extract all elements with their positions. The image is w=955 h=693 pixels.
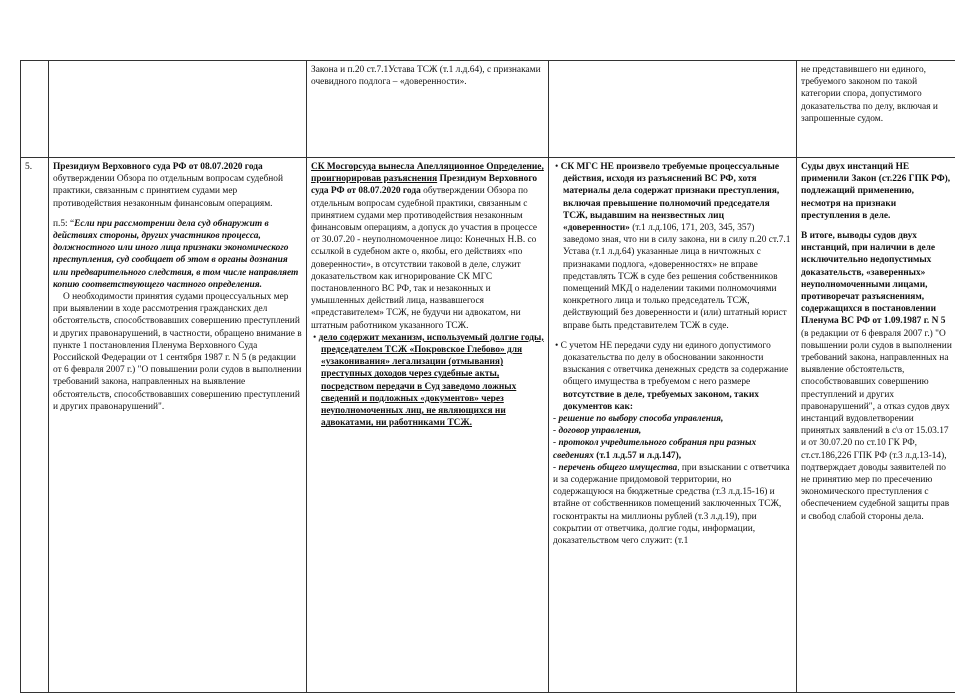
col4-list-item-2: - договор управления, <box>553 425 792 437</box>
row1-col2-cell <box>49 61 307 158</box>
row2-col5-cell <box>797 158 955 693</box>
row1-col3-cell <box>307 61 549 158</box>
col5-p2-rest: (в редакции от 6 февраля 2007 г.) "О повышении роли судов в выполнении требований закона, направленных на выявление обстоятельств, способствовавших совершению преступлений и других правонарушений", а отказ судов двух инстанций вудовлетворении принятых заявлений в с\з от 15.03.17 и от 30.07.20 по ст.10 ГК РФ, ст.ст.186,226 ГПК РФ (т.3 л.д.13-14), подтверждает доводы заявителей по не принятию мер по пресечению экономического преступления с обеспечением судебной защиты прав и свобод слабой стороны дела. <box>801 329 952 522</box>
col2-paragraph-3: О необходимости принятия судами процессуальных мер при выявлении в ходе рассмотрения гражданских дел обстоятельств, способствовавших совершению преступлений и других правонарушений, в частности, обращено внимание в пункте 1 постановления Пленума Верховного Суда Российской Федерации от 1 сентября 1987 г. N 5 (в редакции от 6 февраля 2007 г.) "О повышении роли судов в выполнении требований закона, направленных на выявление обстоятельств, способствовавших совершению преступлений и других правонарушений". <box>53 291 302 413</box>
col2-p1-bold: Президиум Верховного суда РФ от 08.07.2020 года <box>53 162 263 172</box>
row2-col4-cell <box>549 158 797 693</box>
table-row <box>21 158 955 693</box>
col2-p2-label: п.5: “ <box>53 219 74 229</box>
row1-number-cell <box>21 61 49 158</box>
document-table <box>20 60 955 693</box>
col5-paragraph-2 <box>801 230 953 523</box>
row1-col5-text: не представившего ни единого, требуемого законом по такой категории спора, допустимого доказательства по делу, включая и запрошенные судом. <box>801 64 953 125</box>
bullet-icon: • <box>313 333 316 343</box>
col2-paragraph-1 <box>53 161 302 210</box>
row-number-text: 5. <box>25 162 32 172</box>
col4-paragraph-2 <box>553 340 792 413</box>
col3-p1-rest: обутверждении Обзора по отдельным вопросам судебной практики, связанным с принятием судами мер противодействия незаконным финансовым операциям, а допуск до участия в процессе от 30.07.20 - неуполномоченное лицо: Конечных Н.В. со ссылкой в судебном акте о, якобы, его действиях «по доверенности», в отсутствии таковой в деле, служит доказательством как игнорирование СК МГС постановленного ВС РФ, так и незаконных и умышленных действий лица, назвавшегося «представителем» ТСЖ, не будучи ни адвокатом, ни штатным работником указанного ТСЖ. <box>311 186 537 330</box>
col3-p1-bold: Президиум Верховного суда РФ от 08.07.2020 года <box>311 174 537 196</box>
col4-d4-rest: , при взыскании с ответчика и за содержание придомовой территории, но содержащуюся на бюджетные средства (т.3 л.д.15-16) и втайне от собственников помещений заключенных ТСЖ, госконтракты на миллионы рублей (т.3 л.д.19), при сокрытии от ответчика, долгие годы, информации, доказательством чего служит: (т.1 <box>553 463 790 546</box>
col4-list-item-3 <box>553 437 792 461</box>
col4-d4: - перечень общего имущества <box>553 463 677 473</box>
col3-p2-text: дело содержит механизм, используемый долгие годы, председателем ТСЖ «Покровское Глебово» для «узаконивания» легализации (отмывания) преступных доходов через судебные акты, посредством передачи в Суд заведомо ложных сведений и подложных «документов» через неуполномоченных лиц, не являющихся ни адвокатами, ни работниками ТСЖ. <box>319 333 544 428</box>
col4-p2-bold: вотсутствие в деле, требуемых законом, таких документов как: <box>563 390 759 412</box>
col4-p1-bold: СК МГС НЕ произвело требуемые процессуальные действия, исходя из разъяснений ВС РФ, хотя материалы дела содержат признаки преступления, включая превышение полномочий председателя ТСЖ, выдавшим на неизвестных лиц «доверенности» <box>561 162 780 233</box>
table-row <box>21 61 955 158</box>
col4-d3: - протокол учредительного собрания при разных сведениях <box>553 438 756 460</box>
col4-d3-bold: (т.1 л.д.57 и л.д.147), <box>594 451 681 461</box>
col3-paragraph-1 <box>311 161 544 332</box>
col4-p2-rest: С учетом НЕ передачи суду ни единого допустимого доказательства по делу в обосновании законности взыскания с ответчика денежных средств за содержание общего имущества в требуемом с него размере <box>561 341 789 388</box>
row1-col4-cell <box>549 61 797 158</box>
row2-col3-cell <box>307 158 549 693</box>
col5-p2-bold: В итоге, выводы судов двух инстанций, при наличии в деле исключительно недопустимых доказательств, «заверенных» неуполномоченными лицами, противоречат разъяснениям, содержащихся в постановлении Пленума ВС РФ от 1.09.1987 г. N 5 <box>801 231 945 326</box>
row-number <box>21 158 49 693</box>
col4-list-item-1: - решение по выбору способа управления, <box>553 413 792 425</box>
col3-paragraph-2 <box>311 332 544 430</box>
col4-paragraph-1 <box>553 161 792 332</box>
row2-col2-cell <box>49 158 307 693</box>
col4-p1-rest: (т.1 л.д.106, 171, 203, 345, 357) заведомо зная, что ни в силу закона, ни в силу п.20 ст.7.1 Устава (т.1 л.д.64) указанные лица в ничтожных с признаками подлога, «доверенностях» не вправе представлять ТСЖ в суде без решения собственников помещений МКД о наделении такими полномочиями конкретного лица и только председатель ТСЖ, действующий без доверенности и (или) штатный юрист вправе быть представителем ТСЖ в суде. <box>563 223 790 331</box>
bullet-icon: • <box>555 341 558 351</box>
col2-p2-quote: Если при рассмотрении дела суд обнаружит в действиях стороны, других участников процесса, должностного или иного лица признаки экономического преступления, суд сообщает об этом в органы дознания или предварительного следствия, в том числе направляет копию соответствующего частного определения. <box>53 219 298 290</box>
bullet-icon: • <box>555 162 558 172</box>
row1-col3-text: Закона и п.20 ст.7.1Устава ТСЖ (т.1 л.д.64), с признаками очевидного подлога – «доверенности». <box>311 64 544 88</box>
col2-paragraph-2 <box>53 218 302 291</box>
col5-paragraph-1: Суды двух инстанций НЕ применили Закон (ст.226 ГПК РФ), подлежащий применению, несмотря на признаки преступления в деле. <box>801 161 953 222</box>
col4-list-item-4 <box>553 462 792 547</box>
col3-p1-underlined: СК Мосгорсуда вынесла Апелляционное Определение, проигнорировав разъяснения <box>311 162 544 184</box>
row1-col5-cell <box>797 61 955 158</box>
col2-p1-rest: обутверждении Обзора по отдельным вопросам судебной практики, связанным с принятием судами мер противодействия незаконным финансовым операциям. <box>53 174 283 208</box>
